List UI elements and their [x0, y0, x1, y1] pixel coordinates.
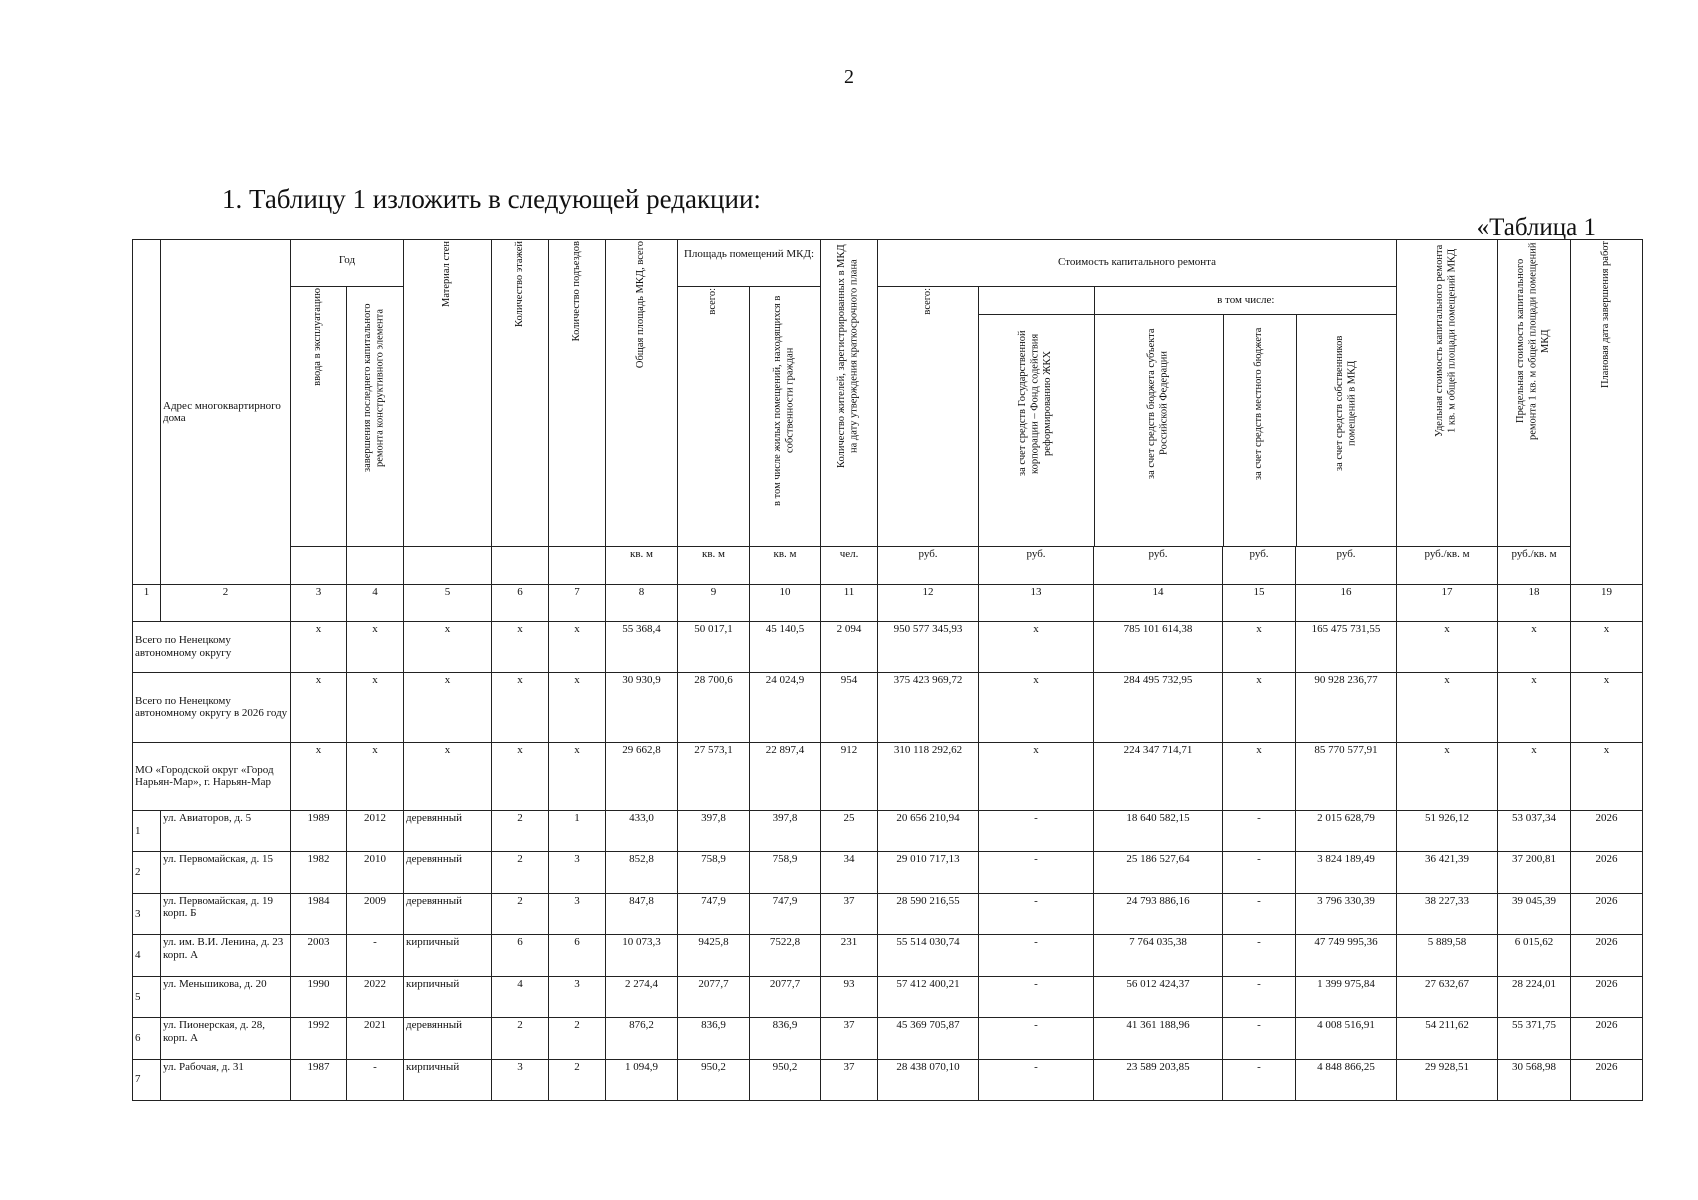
row-cell: 93: [821, 976, 878, 1017]
summary-cell: 954: [821, 672, 878, 742]
summary-cell: x: [1571, 672, 1643, 742]
row-cell: 28 438 070,10: [878, 1059, 979, 1101]
row-cell: 2 274,4: [606, 976, 678, 1017]
row-cell: 2: [492, 1018, 549, 1059]
unit-cell: руб.: [1296, 547, 1397, 585]
row-cell: 1984: [291, 893, 347, 934]
row-cell: 1982: [291, 852, 347, 893]
row-cell: 836,9: [750, 1018, 821, 1059]
header-floors: Количество этажей: [492, 240, 549, 547]
header-premises-residential: в том числе жилых помещений, находящихся в собственности граждан: [750, 286, 821, 546]
summary-cell: 284 495 732,95: [1094, 672, 1223, 742]
row-cell: 47 749 995,36: [1296, 935, 1397, 976]
row-cell: 2012: [347, 810, 404, 851]
column-number: 19: [1571, 585, 1643, 621]
unit-cell: руб./кв. м: [1397, 547, 1498, 585]
summary-cell: x: [1498, 621, 1571, 672]
unit-cell: руб./кв. м: [1498, 547, 1571, 585]
unit-cell: руб.: [1223, 547, 1296, 585]
row-cell: 1990: [291, 976, 347, 1017]
units-row: [133, 547, 1643, 585]
row-cell: 37: [821, 893, 878, 934]
summary-cell: x: [549, 742, 606, 810]
header-local-budget: за счет средств местного бюджета: [1223, 315, 1296, 546]
summary-cell: x: [347, 742, 404, 810]
table-row: [133, 976, 1643, 1017]
summary-cell: 27 573,1: [678, 742, 750, 810]
table-row: [133, 1018, 1643, 1059]
row-cell: 1992: [291, 1018, 347, 1059]
row-cell: -: [979, 976, 1094, 1017]
header-subject-budget: за счет средств бюджета субъекта Российской Федерации: [1094, 315, 1223, 546]
header-residents: Количество жителей, зарегистрированных в МКД на дату утверждения краткосрочного плана: [821, 240, 878, 547]
summary-cell: 224 347 714,71: [1094, 742, 1223, 810]
summary-cell: x: [549, 672, 606, 742]
summary-cell: x: [1498, 672, 1571, 742]
unit-cell: руб.: [1094, 547, 1223, 585]
row-cell: 2: [492, 893, 549, 934]
row-cell: 758,9: [678, 852, 750, 893]
row-cell: 397,8: [750, 810, 821, 851]
summary-row: [133, 672, 1643, 742]
summary-cell: x: [492, 672, 549, 742]
row-cell: 3 824 189,49: [1296, 852, 1397, 893]
summary-cell: 90 928 236,77: [1296, 672, 1397, 742]
column-number-row: [133, 585, 1643, 621]
column-number: 15: [1223, 585, 1296, 621]
row-cell: -: [1223, 1018, 1296, 1059]
row-cell: 747,9: [750, 893, 821, 934]
table-row: [133, 893, 1643, 934]
row-cell: кирпичный: [404, 976, 492, 1017]
column-number: 11: [821, 585, 878, 621]
summary-cell: x: [404, 672, 492, 742]
row-cell: 3: [549, 893, 606, 934]
summary-cell: 785 101 614,38: [1094, 621, 1223, 672]
summary-cell: 950 577 345,93: [878, 621, 979, 672]
column-number: 10: [750, 585, 821, 621]
row-cell: 45 369 705,87: [878, 1018, 979, 1059]
row-cell: 54 211,62: [1397, 1018, 1498, 1059]
row-number: 5: [133, 976, 161, 1017]
summary-cell: 22 897,4: [750, 742, 821, 810]
row-cell: 2: [549, 1018, 606, 1059]
row-cell: 24 793 886,16: [1094, 893, 1223, 934]
row-cell: 29 928,51: [1397, 1059, 1498, 1101]
summary-cell: 28 700,6: [678, 672, 750, 742]
row-cell: 18 640 582,15: [1094, 810, 1223, 851]
column-number: 2: [161, 585, 291, 621]
summary-cell: 50 017,1: [678, 621, 750, 672]
summary-cell: x: [1397, 672, 1498, 742]
row-cell: 950,2: [750, 1059, 821, 1101]
row-cell: -: [1223, 852, 1296, 893]
summary-cell: x: [1498, 742, 1571, 810]
row-number: 6: [133, 1018, 161, 1059]
header-max-cost: Предельная стоимость капитального ремонта 1 кв. м общей площади помещений МКД: [1498, 240, 1571, 547]
row-cell: 1 094,9: [606, 1059, 678, 1101]
row-cell: 57 412 400,21: [878, 976, 979, 1017]
row-number: 1: [133, 810, 161, 851]
column-number: 9: [678, 585, 750, 621]
summary-cell: x: [979, 742, 1094, 810]
header-premises-total: всего:: [678, 286, 750, 546]
row-cell: 758,9: [750, 852, 821, 893]
summary-cell: 29 662,8: [606, 742, 678, 810]
row-cell: 38 227,33: [1397, 893, 1498, 934]
row-cell: 2077,7: [678, 976, 750, 1017]
row-cell: 10 073,3: [606, 935, 678, 976]
summary-cell: x: [492, 742, 549, 810]
row-cell: 231: [821, 935, 878, 976]
row-cell: -: [347, 935, 404, 976]
row-cell: 847,8: [606, 893, 678, 934]
row-cell: 2026: [1571, 1059, 1643, 1101]
row-cell: 25 186 527,64: [1094, 852, 1223, 893]
row-cell: -: [979, 893, 1094, 934]
summary-cell: x: [1571, 621, 1643, 672]
row-cell: 4: [492, 976, 549, 1017]
row-cell: -: [979, 1059, 1094, 1101]
table-label: «Таблица 1: [1476, 214, 1596, 241]
header-total-area: Общая площадь МКД, всего: [606, 240, 678, 547]
row-address: ул. Меньшикова, д. 20: [161, 976, 291, 1017]
summary-cell: x: [1223, 621, 1296, 672]
summary-cell: x: [1397, 742, 1498, 810]
document-heading: 1. Таблицу 1 изложить в следующей редакции:: [222, 184, 761, 214]
unit-cell: руб.: [979, 547, 1094, 585]
row-cell: 39 045,39: [1498, 893, 1571, 934]
summary-cell: x: [347, 621, 404, 672]
row-cell: 1: [549, 810, 606, 851]
unit-cell: чел.: [821, 547, 878, 585]
header-entrances: Количество подъездов: [549, 240, 606, 547]
summary-cell: x: [492, 621, 549, 672]
row-cell: 7522,8: [750, 935, 821, 976]
column-number: 12: [878, 585, 979, 621]
row-address: ул. Первомайская, д. 19 корп. Б: [161, 893, 291, 934]
column-number: 7: [549, 585, 606, 621]
summary-cell: 24 024,9: [750, 672, 821, 742]
row-cell: 37 200,81: [1498, 852, 1571, 893]
row-cell: 56 012 424,37: [1094, 976, 1223, 1017]
row-cell: 30 568,98: [1498, 1059, 1571, 1101]
row-cell: -: [1223, 1059, 1296, 1101]
capital-repair-table: [132, 239, 1643, 1101]
row-cell: 2009: [347, 893, 404, 934]
row-cell: 34: [821, 852, 878, 893]
summary-cell: 912: [821, 742, 878, 810]
header-address: Адрес многоквартирного дома: [161, 240, 291, 585]
row-cell: 41 361 188,96: [1094, 1018, 1223, 1059]
row-cell: 20 656 210,94: [878, 810, 979, 851]
summary-cell: x: [1223, 742, 1296, 810]
row-cell: кирпичный: [404, 935, 492, 976]
column-number: 4: [347, 585, 404, 621]
header-year-last-repair: завершения последнего капитального ремонта конструктивного элемента: [347, 286, 404, 546]
row-cell: 4 008 516,91: [1296, 1018, 1397, 1059]
summary-cell: x: [291, 672, 347, 742]
summary-row: [133, 742, 1643, 810]
summary-cell: 55 368,4: [606, 621, 678, 672]
summary-cell: x: [404, 742, 492, 810]
summary-cell: x: [1397, 621, 1498, 672]
row-cell: 4 848 866,25: [1296, 1059, 1397, 1101]
row-cell: деревянный: [404, 810, 492, 851]
column-number: 13: [979, 585, 1094, 621]
row-cell: 2022: [347, 976, 404, 1017]
row-cell: 5 889,58: [1397, 935, 1498, 976]
row-cell: 6 015,62: [1498, 935, 1571, 976]
summary-cell: x: [1223, 672, 1296, 742]
header-row-number: [133, 240, 161, 585]
row-cell: 433,0: [606, 810, 678, 851]
summary-cell: x: [1571, 742, 1643, 810]
row-cell: 28 224,01: [1498, 976, 1571, 1017]
row-cell: кирпичный: [404, 1059, 492, 1101]
summary-cell: x: [549, 621, 606, 672]
summary-label: Всего по Ненецкому автономному округу: [133, 621, 291, 672]
header-year: Год: [291, 240, 404, 287]
table-row: [133, 810, 1643, 851]
header-planned-date: Плановая дата завершения работ: [1571, 240, 1643, 585]
header-premises-area: Площадь помещений МКД:: [678, 240, 821, 287]
row-cell: 53 037,34: [1498, 810, 1571, 851]
row-cell: 2026: [1571, 852, 1643, 893]
row-cell: -: [979, 810, 1094, 851]
row-cell: 876,2: [606, 1018, 678, 1059]
row-cell: 23 589 203,85: [1094, 1059, 1223, 1101]
row-cell: 2026: [1571, 810, 1643, 851]
row-cell: 28 590 216,55: [878, 893, 979, 934]
row-cell: 836,9: [678, 1018, 750, 1059]
summary-cell: x: [404, 621, 492, 672]
header-including: в том числе:: [1094, 287, 1397, 315]
row-cell: 2: [492, 852, 549, 893]
row-cell: 6: [549, 935, 606, 976]
row-number: 4: [133, 935, 161, 976]
row-cell: -: [979, 935, 1094, 976]
column-number: 17: [1397, 585, 1498, 621]
row-cell: 852,8: [606, 852, 678, 893]
summary-cell: x: [291, 621, 347, 672]
row-cell: 7 764 035,38: [1094, 935, 1223, 976]
header-fund: за счет средств Государственной корпорации – Фонд содействия реформированию ЖКХ: [1017, 330, 1054, 477]
header-year-commission: ввода в эксплуатацию: [291, 286, 347, 546]
row-cell: 3: [492, 1059, 549, 1101]
unit-cell: кв. м: [606, 547, 678, 585]
row-cell: 29 010 717,13: [878, 852, 979, 893]
header-cost-total: всего:: [878, 286, 979, 546]
page-number: 2: [844, 66, 854, 88]
summary-cell: x: [979, 621, 1094, 672]
summary-cell: 45 140,5: [750, 621, 821, 672]
header-including-group: [979, 286, 1397, 546]
row-cell: 2003: [291, 935, 347, 976]
summary-row: [133, 621, 1643, 672]
row-cell: 36 421,39: [1397, 852, 1498, 893]
row-cell: 6: [492, 935, 549, 976]
row-cell: -: [1223, 935, 1296, 976]
column-number: 8: [606, 585, 678, 621]
row-address: ул. Рабочая, д. 31: [161, 1059, 291, 1101]
table-row: [133, 1059, 1643, 1101]
table-row: [133, 935, 1643, 976]
row-address: ул. им. В.И. Ленина, д. 23 корп. А: [161, 935, 291, 976]
row-cell: 2021: [347, 1018, 404, 1059]
row-number: 7: [133, 1059, 161, 1101]
row-cell: 2: [492, 810, 549, 851]
row-cell: 55 371,75: [1498, 1018, 1571, 1059]
row-cell: 950,2: [678, 1059, 750, 1101]
row-cell: 37: [821, 1018, 878, 1059]
row-cell: 1987: [291, 1059, 347, 1101]
row-address: ул. Пионерская, д. 28, корп. А: [161, 1018, 291, 1059]
row-cell: 2026: [1571, 976, 1643, 1017]
row-cell: 2026: [1571, 935, 1643, 976]
row-cell: -: [347, 1059, 404, 1101]
row-cell: 747,9: [678, 893, 750, 934]
column-number: 16: [1296, 585, 1397, 621]
summary-cell: 375 423 969,72: [878, 672, 979, 742]
row-cell: 3: [549, 852, 606, 893]
row-cell: 2026: [1571, 893, 1643, 934]
row-cell: деревянный: [404, 893, 492, 934]
row-cell: 37: [821, 1059, 878, 1101]
column-number: 1: [133, 585, 161, 621]
column-number: 3: [291, 585, 347, 621]
header-unit-cost: Удельная стоимость капитального ремонта 1 кв. м общей площади помещений МКД: [1397, 240, 1498, 547]
row-cell: 55 514 030,74: [878, 935, 979, 976]
summary-cell: 2 094: [821, 621, 878, 672]
column-number: 5: [404, 585, 492, 621]
row-cell: 25: [821, 810, 878, 851]
summary-cell: 85 770 577,91: [1296, 742, 1397, 810]
row-cell: 3 796 330,39: [1296, 893, 1397, 934]
column-number: 18: [1498, 585, 1571, 621]
row-number: 3: [133, 893, 161, 934]
row-cell: -: [1223, 810, 1296, 851]
row-cell: деревянный: [404, 1018, 492, 1059]
row-cell: 2010: [347, 852, 404, 893]
unit-cell: кв. м: [750, 547, 821, 585]
row-cell: деревянный: [404, 852, 492, 893]
row-cell: 3: [549, 976, 606, 1017]
row-cell: 1 399 975,84: [1296, 976, 1397, 1017]
row-cell: -: [1223, 976, 1296, 1017]
row-cell: 9425,8: [678, 935, 750, 976]
unit-cell: руб.: [878, 547, 979, 585]
row-cell: 397,8: [678, 810, 750, 851]
summary-label: МО «Городской округ «Город Нарьян-Мар», г. Нарьян-Мар: [133, 742, 291, 810]
row-cell: -: [979, 852, 1094, 893]
column-number: 14: [1094, 585, 1223, 621]
summary-cell: 310 118 292,62: [878, 742, 979, 810]
row-cell: 2: [549, 1059, 606, 1101]
summary-cell: x: [979, 672, 1094, 742]
row-number: 2: [133, 852, 161, 893]
header-wall-material: Материал стен: [404, 240, 492, 547]
row-cell: 51 926,12: [1397, 810, 1498, 851]
row-cell: -: [979, 1018, 1094, 1059]
header-repair-cost: Стоимость капитального ремонта: [878, 240, 1397, 287]
row-cell: 2 015 628,79: [1296, 810, 1397, 851]
row-address: ул. Авиаторов, д. 5: [161, 810, 291, 851]
unit-cell: кв. м: [678, 547, 750, 585]
row-cell: -: [1223, 893, 1296, 934]
row-address: ул. Первомайская, д. 15: [161, 852, 291, 893]
summary-cell: 165 475 731,55: [1296, 621, 1397, 672]
summary-label: Всего по Ненецкому автономному округу в 2026 году: [133, 672, 291, 742]
column-number: 6: [492, 585, 549, 621]
table-row: [133, 852, 1643, 893]
row-cell: 1989: [291, 810, 347, 851]
row-cell: 27 632,67: [1397, 976, 1498, 1017]
summary-cell: x: [347, 672, 404, 742]
row-cell: 2026: [1571, 1018, 1643, 1059]
summary-cell: 30 930,9: [606, 672, 678, 742]
summary-cell: x: [291, 742, 347, 810]
row-cell: 2077,7: [750, 976, 821, 1017]
header-owners: за счет средств собственников помещений в МКД: [1296, 315, 1397, 546]
